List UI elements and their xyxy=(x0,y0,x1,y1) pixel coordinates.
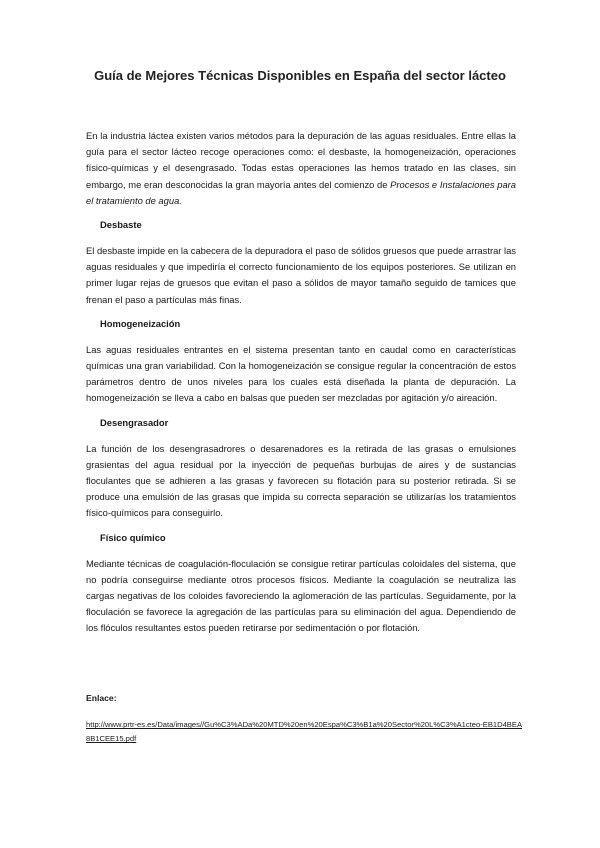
section-body-homogeneizacion: Las aguas residuales entrantes en el sistema presentan tanto en caudal como en características químicas una gran variabilidad. Con la homogeneización se consigue regular la concentración de estos parámetros dentro de unos niveles para los cuales está diseñada la planta de depuración. La homogeneización se lleva a cabo en balsas que pueden ser mezcladas por agitación y/o aireación. xyxy=(86,343,516,404)
document-title: Guía de Mejores Técnicas Disponibles en España del sector lácteo xyxy=(94,68,506,83)
section-body-fisico-quimico: Mediante técnicas de coagulación-floculación se consigue retirar partículas coloidales del sistema, que no podría conseguirse mediante otros procesos físicos. Mediante la coagulación se neutraliza las cargas negativas de los coloides favoreciendo la aglomeración de las partículas. Seguidamente, por la floculación se favorece la agregación de las partículas para su eliminación del agua. Dependiendo de los flóculos resultantes estos pueden retirarse por sedimentación o por flotación. xyxy=(86,557,516,634)
section-heading-homogeneizacion: Homogeneización xyxy=(100,317,181,329)
link-label: Enlace: xyxy=(86,693,117,703)
section-heading-desengrasador: Desengrasador xyxy=(100,416,169,428)
intro-text: En la industria láctea existen varios métodos para la depuración de las aguas residuales. Entre ellas la guía para el sector lácteo recoge operaciones como: el desbaste, la homogeneización, operaciones físico-químicas y el desengrasado. Todas estas operaciones las hemos tratado en las clases, sin embargo, me eran desconocidas la gran mayoría antes del comienzo de xyxy=(86,130,516,190)
link-section xyxy=(86,690,526,746)
section-body-desengrasador: La función de los desengrasadrores o desarenadores es la retirada de las grasas o emulsiones grasientas del agua residual por la inyección de pequeñas burbujas de aires y de sustancias floculantes que se adhieren a las grasas y favorecen su flotación para su posterior retirada. Si se produce una emulsión de las grasas que impida su correcta separación se utilizarías los tratamientos físico-químicos para conseguirlo. xyxy=(86,442,516,519)
section-heading-fisico-quimico: Físico químico xyxy=(100,531,166,543)
section-heading-desbaste: Desbaste xyxy=(100,219,142,231)
intro-paragraph xyxy=(86,128,516,209)
document-body xyxy=(86,128,516,645)
intro-italic-course-name: Procesos e Instalaciones para el tratamiento de agua. xyxy=(86,178,517,206)
section-body-desbaste: El desbaste impide en la cabecera de la depuradora el paso de sólidos gruesos que puede arrastrar las aguas residuales y que impediría el correcto funcionamiento de los equipos posteriores. Se utilizan en primer lugar rejas de gruesos que evitan el paso a sólidos de mayor tamaño seguido de tamices que frenan el paso a partículas más finas. xyxy=(86,245,516,305)
source-pdf-link[interactable]: http://www.prtr-es.es/Data/images//Gu%C3%ADa%20MTD%20en%20Espa%C3%B1a%20Sector%20L%C3%A1cteo-EB1D4BEA8B1CEE15.pdf xyxy=(86,720,523,744)
